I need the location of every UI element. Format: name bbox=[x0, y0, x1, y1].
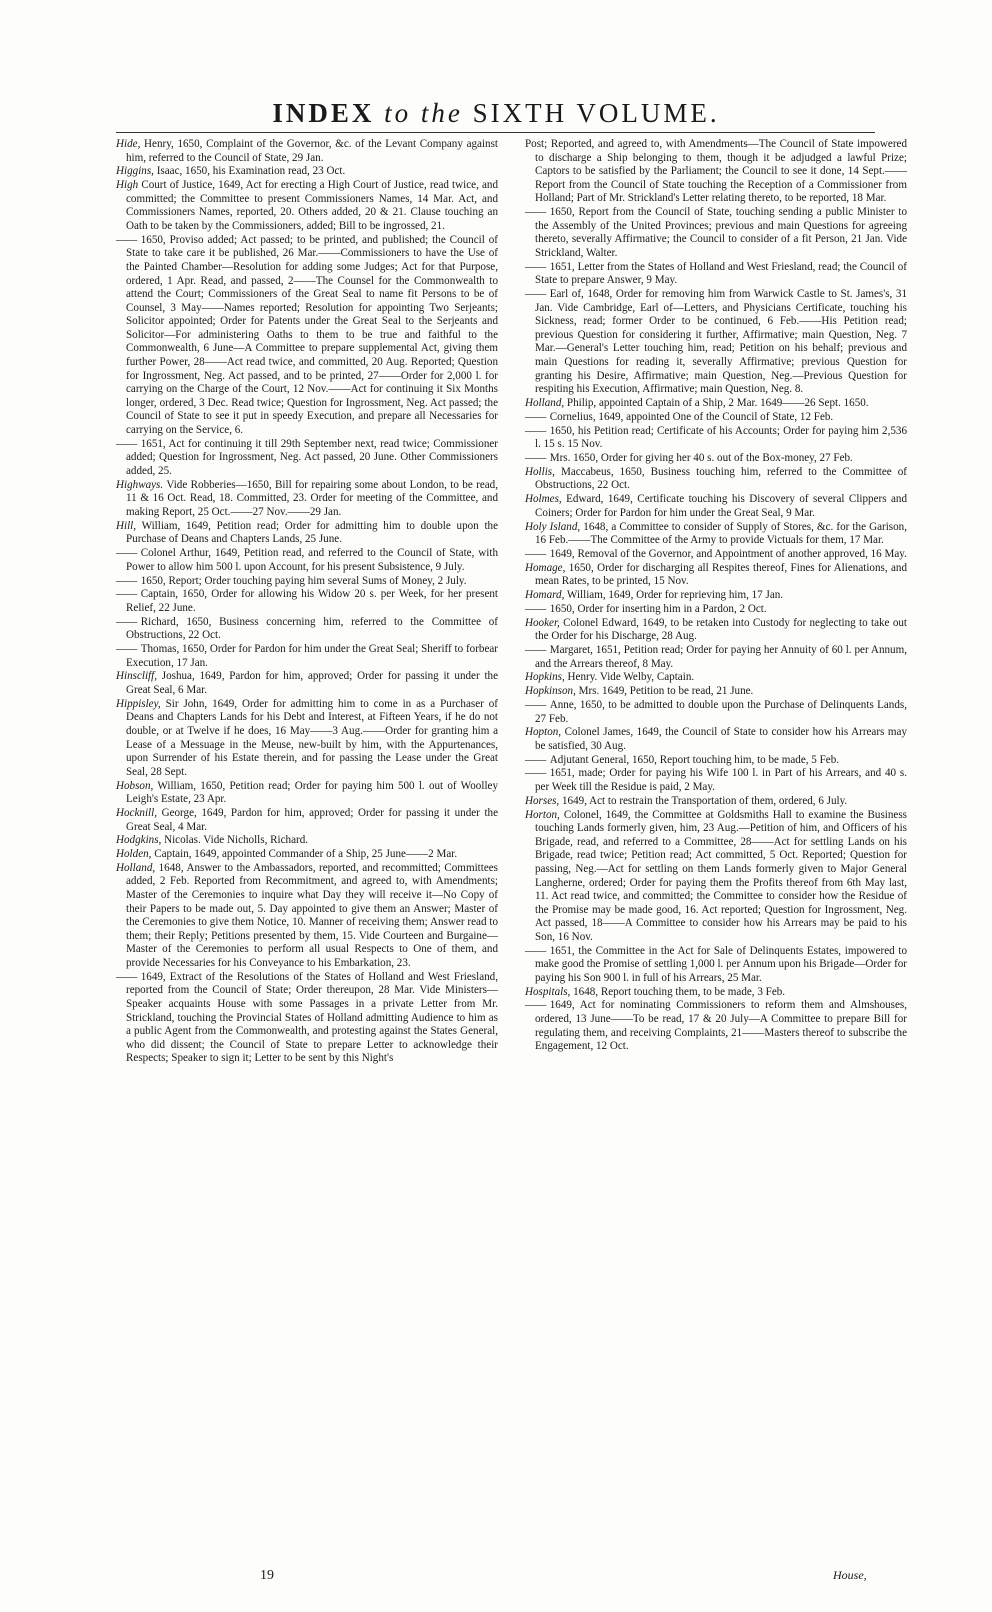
index-entry bbox=[525, 548, 907, 562]
entry-text: 1649, Act to restrain the Transportation of them, ordered, 6 July. bbox=[562, 794, 848, 807]
entry-heading: Hollis, bbox=[525, 465, 555, 478]
entry-heading: Hooker, bbox=[525, 616, 560, 629]
entry-heading: Higgins, bbox=[116, 165, 154, 178]
entry-text: Richard, 1650, Business concerning him, referred to the Committee of Obstructions, 22 Oct. bbox=[126, 615, 498, 642]
index-entry bbox=[116, 670, 498, 697]
entry-text: Captain, 1650, Order for allowing his Widow 20 s. per Week, for her present Relief, 22 June. bbox=[126, 588, 498, 614]
entry-text: Adjutant General, 1650, Report touching him, to be made, 5 Feb. bbox=[549, 753, 840, 766]
entry-text: Colonel Edward, 1649, to be retaken into Custody for neglecting to take out the Order for his Discharge, 28 Aug. bbox=[535, 616, 907, 643]
entry-text: 1648, Report touching them, to be made, 3 Feb. bbox=[573, 985, 786, 998]
index-entry bbox=[525, 452, 907, 466]
entry-text: Captain, 1649, appointed Commander of a Ship, 25 June——2 Mar. bbox=[154, 848, 458, 861]
index-entry bbox=[525, 617, 907, 644]
page-header bbox=[0, 98, 992, 129]
index-entry bbox=[116, 138, 498, 165]
index-entry bbox=[525, 685, 907, 699]
entry-text: Cornelius, 1649, appointed One of the Council of State, 12 Feb. bbox=[549, 410, 834, 423]
index-entry bbox=[116, 971, 498, 1066]
entry-text: Colonel Arthur, 1649, Petition read, and referred to the Council of State, with Power to allow him 500 l. upon Account, for his present Subsistence, 9 July. bbox=[126, 547, 498, 573]
index-entry bbox=[525, 397, 907, 411]
index-entry bbox=[525, 493, 907, 520]
entry-text: 1650, Report from the Council of State, touching sending a public Minister to the Assembly of the United Provinces; previous and main Questions for agreeing thereto, severally Affirmative; the Council to consider of a fit Person, 21 Jan. Vide Strickland, Walter. bbox=[535, 206, 907, 259]
header-to-the: to the bbox=[384, 98, 463, 128]
entry-heading: Hocknill, bbox=[116, 806, 157, 819]
index-entry bbox=[525, 138, 907, 206]
entry-text: 1650, Order for inserting him in a Pardon, 2 Oct. bbox=[549, 602, 767, 615]
entry-text: 1651, Act for continuing it till 29th September next, read twice; Commissioner added; Question for Ingrossment, Neg. Act passed, 20 June. Other Commissioners added, 25. bbox=[126, 437, 498, 477]
entry-text: Philip, appointed Captain of a Ship, 2 Mar. 1649——26 Sept. 1650. bbox=[566, 397, 869, 410]
index-entry bbox=[525, 986, 907, 1000]
entry-text: Court of Justice, 1649, Act for erecting a High Court of Justice, read twice, and committed; the Committee to present Commissioners Names, 14 Mar. Act, and Commissioners Names, reported, 20. Others added, 20 & 21. Clause touching an Oath to be taken by the Commissioners, added; Bill to be ingrossed, 21. bbox=[126, 179, 498, 232]
entry-text: 1650, his Petition read; Certificate of his Accounts; Order for paying him 2,536 l. 15 s. 15 Nov. bbox=[535, 424, 907, 451]
entry-text: Maccabeus, 1650, Business touching him, referred to the Committee of Obstructions, 22 Oct. bbox=[535, 465, 908, 492]
entry-heading: Hopton, bbox=[525, 726, 562, 739]
entry-heading: Hill, bbox=[116, 519, 137, 532]
index-entry bbox=[525, 767, 907, 794]
entry-text: Edward, 1649, Certificate touching his Discovery of several Clippers and Coiners; Order for Pardon for him under the Great Seal, 9 Mar. bbox=[535, 493, 907, 519]
entry-text: 1649, Act for nominating Commissioners to reform them and Almshouses, ordered, 13 June——To be read, 17 & 20 July—A Committee to prepare Bill for regulating them, and receiving Complaints, 21——Masters thereof to subscribe the Engagement, 12 Oct. bbox=[535, 999, 907, 1053]
index-entry bbox=[525, 999, 907, 1053]
index-entry bbox=[525, 411, 907, 425]
left-column bbox=[116, 138, 498, 1066]
entry-text: 1650, Report; Order touching paying him several Sums of Money, 2 July. bbox=[140, 574, 467, 587]
entry-text: 1651, the Committee in the Act for Sale of Delinquents Estates, impowered to make good the Promise of settling 1,000 l. per Annum upon his Brigade—Order for paying his Son 900 l. in full of his Arrears, 25 Mar. bbox=[535, 944, 907, 984]
entry-text: Mrs. 1650, Order for giving her 40 s. out of the Box-money, 27 Feb. bbox=[549, 451, 853, 464]
entry-text: Earl of, 1648, Order for removing him from Warwick Castle to St. James's, 31 Jan. Vide Cambridge, Earl of—Letters, and Physicians Certificate, touching his Sickness, read; former Order to be continued, 6 Feb.——His Petition read; previous Question for considering it further, Affirmative; main Question, Neg. 7 Mar.—General's Letter touching him, read; Petition on his behalf; previous and main Questions for reading it, severally Affirmative; previous Question for granting his Desire, Affirmative; main Question, Neg.—Previous Question for respiting his Execution, Affirmative; main Question, Neg. 8. bbox=[535, 288, 907, 396]
index-entry bbox=[116, 438, 498, 479]
entry-heading: Horses, bbox=[525, 794, 560, 807]
entry-heading: Hopkinson, bbox=[525, 685, 576, 698]
entry-heading: Holland, bbox=[525, 397, 565, 410]
entry-heading: Hide, bbox=[116, 138, 141, 150]
entry-heading: Hippisley, bbox=[116, 697, 161, 710]
entry-text: Colonel James, 1649, the Council of State to consider how his Arrears may be satisfied, 30 Aug. bbox=[535, 726, 907, 752]
entry-text: Joshua, 1649, Pardon for him, approved; Order for passing it under the Great Seal, 6 Mar. bbox=[126, 670, 498, 696]
index-entry bbox=[525, 945, 907, 986]
index-entry bbox=[116, 588, 498, 615]
entry-text: 1650, Order for discharging all Respites thereof, Fines for Alienations, and mean Rates, to be printed, 15 Nov. bbox=[535, 561, 907, 588]
entry-heading: Hospitals, bbox=[525, 985, 571, 998]
entry-text: Sir John, 1649, Order for admitting him to come in as a Purchaser of Deans and Chapters Lands for his Debt and Interest, at Fifteen Years, if he do not double, or at Twelve if he does, 16 May——3 Aug.——Order for granting him a Lease of a Messuage in the Meuse, new-built by him, with the Appurtenances, upon Surrender of his Estate therein, and for passing the Lease under the Great Seal, 28 Sept. bbox=[126, 697, 498, 778]
index-entry bbox=[116, 780, 498, 807]
entry-heading: Hopkins, bbox=[525, 671, 565, 684]
catchword: House, bbox=[833, 1568, 867, 1582]
index-entry bbox=[116, 834, 498, 848]
index-entry bbox=[525, 795, 907, 809]
entry-text: Henry. Vide Welby, Captain. bbox=[567, 671, 695, 684]
index-entry bbox=[525, 425, 907, 452]
header-volume: SIXTH VOLUME. bbox=[472, 98, 720, 128]
entry-text: Anne, 1650, to be admitted to double upon the Purchase of Delinquents Lands, 27 Feb. bbox=[535, 698, 907, 725]
entry-text: William, 1649, Order for reprieving him, 17 Jan. bbox=[566, 589, 784, 602]
entry-text: George, 1649, Pardon for him, approved; Order for passing it under the Great Seal, 4 Mar. bbox=[126, 806, 498, 833]
index-entry bbox=[525, 261, 907, 288]
index-entry bbox=[116, 643, 498, 670]
right-column bbox=[525, 138, 907, 1054]
index-entry bbox=[116, 862, 498, 971]
index-entry bbox=[525, 206, 907, 260]
index-entry bbox=[525, 699, 907, 726]
index-entry bbox=[525, 466, 907, 493]
entry-text: Isaac, 1650, his Examination read, 23 Oct. bbox=[156, 165, 346, 178]
index-entry bbox=[116, 234, 498, 438]
index-entry bbox=[116, 848, 498, 862]
index-entry bbox=[116, 807, 498, 834]
entry-text: Vide Robberies—1650, Bill for repairing some about London, to be read, 11 & 16 Oct. Read, 18. Committed, 23. Order for meeting of the Committee, and making Report, 25 Oct.——27 Nov.——29 Jan. bbox=[126, 478, 498, 518]
index-entry bbox=[116, 547, 498, 574]
entry-heading: Holden, bbox=[116, 848, 152, 861]
header-rule bbox=[116, 132, 875, 133]
index-entry bbox=[116, 616, 498, 643]
entry-text: Margaret, 1651, Petition read; Order for paying her Annuity of 60 l. per Annum, and the Arrears thereof, 8 May. bbox=[535, 643, 907, 670]
index-entry bbox=[525, 562, 907, 589]
entry-text: Thomas, 1650, Order for Pardon for him under the Great Seal; Sheriff to forbear Execution, 17 Jan. bbox=[126, 643, 498, 669]
entry-text: Mrs. 1649, Petition to be read, 21 June. bbox=[578, 685, 754, 698]
entry-text: Nicolas. Vide Nicholls, Richard. bbox=[164, 834, 309, 847]
index-entry bbox=[116, 165, 498, 179]
index-entry bbox=[525, 754, 907, 768]
page-number: 19 bbox=[260, 1568, 274, 1583]
entry-text: Colonel, 1649, the Committee at Goldsmiths Hall to examine the Business touching Lands formerly given, him, 23 Aug.—Petition of him, and Officers of his Brigade, read, and referred to a Committee, 28——Act for settling Lands on his Brigade, read twice; Petition read; Act committed, 5 Oct. Reported; Question for passing, Neg.—Act for settling on them Lands formerly given to Major General Langherne, ordered; Order for paying them the Profits thereof from 6th May last, 11. Act read twice, and committed; the Committee to consider how the Residue of the Promise may be made good, 16. Act reported; Question for Ingrossment, Neg. Act passed, 18——A Committee to consider how his Arrears may be paid to his Son, 16 Nov. bbox=[535, 808, 907, 943]
entry-heading: Holmes, bbox=[525, 493, 562, 506]
index-entry bbox=[116, 479, 498, 520]
entry-text: Henry, 1650, Complaint of the Governor, &c. of the Levant Company against him, referred to the Council of State, 29 Jan. bbox=[126, 138, 498, 164]
entry-heading: Holland, bbox=[116, 861, 156, 874]
index-entry bbox=[116, 520, 498, 547]
entry-text: 1648, Answer to the Ambassadors, reported, and recommitted; Committees added, 2 Feb. Reported from Recommitment, and agreed to, with Amendments; Master of the Ceremonies to inquire what Day they will receive it—No Copy of their Papers to be made out, 5. Day appointed to give them an Answer; Master of the Ceremonies to give them Notice, 10. Manner of receiving them; Answer read to them; their Reply; Petitions presented by them, 15. Vide Courteen and Burgaine—Master of the Ceremonies to perform all usual Respects to One of them, and provide Necessaries for his Conveyance to his Embarkation, 23. bbox=[126, 861, 498, 969]
entry-heading: Homard, bbox=[525, 589, 565, 602]
index-entry bbox=[525, 671, 907, 685]
entry-heading: Hobson, bbox=[116, 779, 154, 792]
entry-heading: Homage, bbox=[525, 561, 566, 574]
index-entry bbox=[525, 288, 907, 397]
index-entry bbox=[525, 726, 907, 753]
entry-text: William, 1650, Petition read; Order for paying him 500 l. out of Woolley Leigh's Estate, 23 Apr. bbox=[126, 779, 498, 806]
entry-text: 1651, Letter from the States of Holland and West Friesland, read; the Council of State to prepare Answer, 9 May. bbox=[535, 260, 907, 287]
entry-text: 1649, Removal of the Governor, and Appointment of another approved, 16 May. bbox=[549, 547, 907, 560]
entry-text: 1648, a Committee to consider of Supply of Stores, &c. for the Garison, 16 Feb.——The Committee of the Army to provide Victuals for them, 17 Mar. bbox=[535, 520, 907, 547]
index-entry bbox=[525, 521, 907, 548]
index-entry bbox=[525, 589, 907, 603]
index-entry bbox=[116, 698, 498, 780]
index-entry bbox=[525, 603, 907, 617]
entry-text: Post; Reported, and agreed to, with Amendments—The Council of State impowered to discharge a Ship belonging to them, though it be adjudged a lawful Prize; Captors to be satisfied by the Parliament; the Council to see it done, 14 Sept.——Report from the Council of State touching the Reception of a Commissioner from Holland; Part of Mr. Strickland's Letter relating thereto, to be reported, 18 Mar. bbox=[525, 138, 907, 205]
header-index: INDEX bbox=[272, 98, 375, 128]
entry-text: 1649, Extract of the Resolutions of the States of Holland and West Friesland, reported from the Council of State; Order thereupon, 28 Mar. Vide Ministers—Speaker acquaints House with some Passages in a private Letter from Mr. Strickland, touching the Provincial States of Holland admitting Audience to him as a public Agent from the Commonwealth, and protesting against the States General, who did dissent; the Council of State to prepare Letter to acknowledge their Respects; Speaker to sign it; Letter to be sent by this Night's bbox=[126, 970, 498, 1065]
entry-heading: High bbox=[116, 179, 139, 192]
index-entry bbox=[116, 575, 498, 589]
entry-text: 1650, Proviso added; Act passed; to be printed, and published; the Council of State to take care it be published, 26 Mar.——Commissioners to have the Use of the Painted Chamber—Resolution for adding some Judges; Act for that Purpose, ordered, 1 Apr. Read, and passed, 2——The Counsel for the Commonwealth to attend the Court; Commissioners of the Great Seal to name fit Persons to be of Counsel, 3 May——Names reported; Resolution for appointing Two Serjeants; Solicitor appointed; Order for Patents under the Great Seal to the Serjeants and Solicitor—For administering Oaths to them to be true and faithful to the Commonwealth, 6 June—A Committee to prepare supplemental Act, giving them further Power, 28——Act read twice, and committed, 20 Aug. Reported; Question for Ingrossment, Neg. Act passed, and to be printed, 27——Order for 2,000 l. for carrying on the Charge of the Court, 12 Nov.——Act for continuing it Six Months longer, ordered, 3 Dec. Read twice; Question for Ingrossment, Neg. Act passed; the Council of State to see it put in speedy Execution, and prepare all Necessaries for carrying on the Service, 6. bbox=[126, 233, 498, 437]
entry-heading: Hinscliff, bbox=[116, 670, 157, 683]
entry-heading: Highways. bbox=[116, 478, 164, 491]
entry-heading: Hodgkins, bbox=[116, 834, 162, 847]
entry-heading: Horton, bbox=[525, 808, 560, 821]
index-entry bbox=[116, 179, 498, 233]
index-entry bbox=[525, 809, 907, 945]
entry-heading: Holy Island, bbox=[525, 520, 581, 533]
entry-text: 1651, made; Order for paying his Wife 100 l. in Part of his Arrears, and 40 s. per Week till the Residue is paid, 2 May. bbox=[535, 767, 907, 794]
index-entry bbox=[525, 644, 907, 671]
entry-text: William, 1649, Petition read; Order for admitting him to double upon the Purchase of Deans and Chapters Lands, 25 June. bbox=[126, 519, 498, 546]
